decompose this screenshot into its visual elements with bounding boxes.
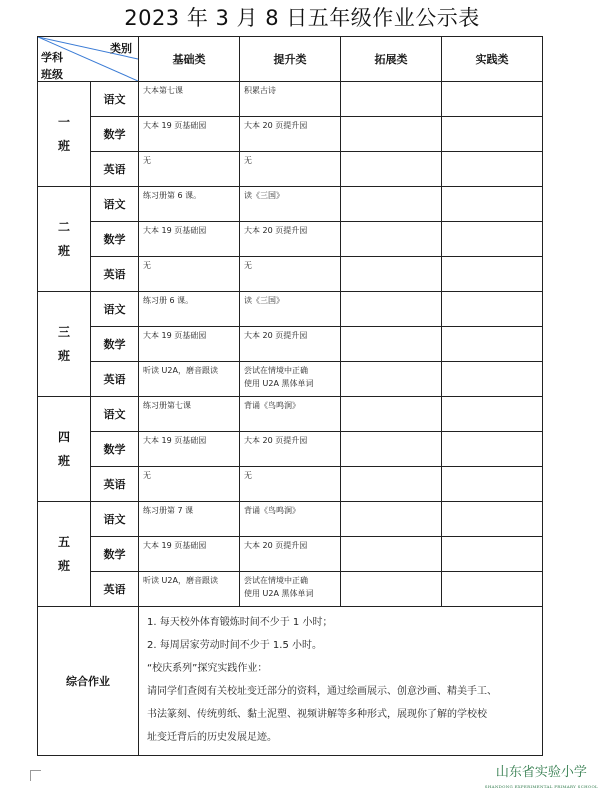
column-header-extension: 拓展类 (341, 37, 442, 82)
homework-advanced-text: 使用 U2A 黑体单词 (244, 379, 314, 388)
homework-basic-cell (139, 502, 240, 537)
page-title: 2023 年 3 月 8 日五年级作业公示表 (124, 6, 480, 30)
comprehensive-row (38, 607, 543, 756)
homework-advanced-text: 尝试在情境中正确 (244, 576, 308, 585)
class-name-cell (38, 502, 91, 607)
class-subject-row (38, 327, 543, 362)
homework-basic-text: 练习册第七课 (143, 401, 191, 410)
subject-english: 英语 (91, 362, 139, 397)
homework-extension-cell (341, 222, 442, 257)
class-name-top: 二 (57, 220, 70, 234)
comprehensive-line: 址变迁背后的历史发展足迹。 (147, 732, 277, 743)
homework-basic-text: 练习册第 7 课 (143, 506, 194, 515)
subject-math: 数学 (91, 117, 139, 152)
homework-basic-cell (139, 572, 240, 607)
homework-advanced-cell (240, 572, 341, 607)
class-subject-row (38, 432, 543, 467)
homework-basic-text: 大本第七课 (143, 86, 183, 95)
homework-practice-cell (442, 327, 543, 362)
class-name-bottom: 班 (57, 559, 70, 573)
class-subject-row (38, 187, 543, 222)
class-name-bottom: 班 (57, 454, 70, 468)
class-name-top: 五 (57, 535, 70, 549)
homework-extension-cell (341, 257, 442, 292)
page-corner-mark (30, 770, 41, 781)
comprehensive-content (139, 607, 543, 756)
class-name-cell (38, 187, 91, 292)
homework-basic-cell (139, 362, 240, 397)
subject-chinese: 语文 (91, 82, 139, 117)
comprehensive-line: 书法篆刻、传统剪纸、黏土泥塑、视频讲解等多种形式，展现你了解的学校校 (147, 709, 487, 720)
homework-advanced-cell (240, 257, 341, 292)
homework-practice-cell (442, 82, 543, 117)
homework-practice-cell (442, 432, 543, 467)
class-subject-row (38, 117, 543, 152)
comprehensive-line: 1. 每天校外体育锻炼时间不少于 1 小时； (147, 617, 333, 628)
comprehensive-line: “校庆系列”探究实践作业： (147, 663, 268, 674)
homework-basic-text: 大本 19 页基础园 (143, 331, 207, 340)
subject-chinese: 语文 (91, 397, 139, 432)
subject-chinese: 语文 (91, 187, 139, 222)
homework-practice-cell (442, 292, 543, 327)
homework-advanced-text: 背诵《鸟鸣涧》 (244, 506, 300, 515)
homework-practice-cell (442, 397, 543, 432)
school-logo-subtext: SHANDONG EXPERIMENTAL PRIMARY SCHOOL (484, 784, 598, 789)
homework-advanced-cell (240, 362, 341, 397)
homework-advanced-text: 无 (244, 471, 252, 480)
homework-extension-cell (341, 362, 442, 397)
class-subject-row (38, 222, 543, 257)
homework-advanced-text: 尝试在情境中正确 (244, 366, 308, 375)
homework-advanced-cell (240, 327, 341, 362)
homework-advanced-text: 大本 20 页提升园 (244, 436, 308, 445)
school-logo-text: 山东省实验小学 (495, 765, 587, 780)
comprehensive-line: 请同学们查阅有关校址变迁部分的资料，通过绘画展示、创意沙画、精美手工、 (147, 686, 497, 697)
subject-math: 数学 (91, 432, 139, 467)
homework-advanced-text: 大本 20 页提升园 (244, 226, 308, 235)
homework-basic-text: 听读 U2A，磨音跟读 (143, 576, 218, 585)
homework-basic-text: 听读 U2A，磨音跟读 (143, 366, 218, 375)
homework-basic-cell (139, 82, 240, 117)
homework-extension-cell (341, 292, 442, 327)
comprehensive-label: 综合作业 (38, 607, 139, 756)
homework-advanced-text: 使用 U2A 黑体单词 (244, 589, 314, 598)
homework-table (37, 36, 543, 756)
homework-extension-cell (341, 467, 442, 502)
homework-basic-cell (139, 292, 240, 327)
homework-advanced-cell (240, 222, 341, 257)
homework-practice-cell (442, 572, 543, 607)
class-subject-row (38, 152, 543, 187)
subject-english: 英语 (91, 467, 139, 502)
homework-practice-cell (442, 152, 543, 187)
homework-extension-cell (341, 432, 442, 467)
header-corner-cell (38, 37, 139, 82)
class-subject-row (38, 502, 543, 537)
subject-english: 英语 (91, 572, 139, 607)
homework-practice-cell (442, 502, 543, 537)
homework-extension-cell (341, 187, 442, 222)
class-name-bottom: 班 (57, 349, 70, 363)
class-name-top: 一 (57, 115, 70, 129)
homework-extension-cell (341, 327, 442, 362)
homework-basic-cell (139, 432, 240, 467)
homework-basic-cell (139, 187, 240, 222)
column-header-practice: 实践类 (442, 37, 543, 82)
homework-basic-text: 无 (143, 261, 151, 270)
homework-practice-cell (442, 117, 543, 152)
homework-advanced-text: 读《三国》 (244, 191, 284, 200)
class-subject-row (38, 467, 543, 502)
homework-extension-cell (341, 502, 442, 537)
corner-label-subject: 学科 (41, 51, 63, 64)
homework-advanced-text: 无 (244, 156, 252, 165)
homework-practice-cell (442, 257, 543, 292)
subject-math: 数学 (91, 222, 139, 257)
class-subject-row (38, 362, 543, 397)
subject-math: 数学 (91, 537, 139, 572)
homework-practice-cell (442, 537, 543, 572)
homework-basic-text: 练习册第 6 课。 (143, 191, 202, 200)
homework-extension-cell (341, 152, 442, 187)
class-name-bottom: 班 (57, 244, 70, 258)
subject-english: 英语 (91, 152, 139, 187)
homework-advanced-text: 读《三国》 (244, 296, 284, 305)
homework-advanced-cell (240, 152, 341, 187)
homework-advanced-cell (240, 467, 341, 502)
homework-practice-cell (442, 222, 543, 257)
comprehensive-line: 2. 每周居家劳动时间不少于 1.5 小时。 (147, 640, 322, 651)
homework-advanced-text: 背诵《鸟鸣涧》 (244, 401, 300, 410)
homework-advanced-cell (240, 397, 341, 432)
homework-advanced-cell (240, 187, 341, 222)
homework-basic-cell (139, 222, 240, 257)
homework-basic-cell (139, 152, 240, 187)
homework-basic-cell (139, 467, 240, 502)
class-name-cell (38, 292, 91, 397)
homework-advanced-cell (240, 502, 341, 537)
homework-basic-text: 无 (143, 156, 151, 165)
homework-basic-text: 无 (143, 471, 151, 480)
homework-extension-cell (341, 397, 442, 432)
homework-extension-cell (341, 82, 442, 117)
homework-basic-cell (139, 397, 240, 432)
homework-practice-cell (442, 362, 543, 397)
column-header-basic: 基础类 (139, 37, 240, 82)
homework-practice-cell (442, 467, 543, 502)
column-header-advanced: 提升类 (240, 37, 341, 82)
homework-advanced-cell (240, 537, 341, 572)
class-name-cell (38, 397, 91, 502)
class-subject-row (38, 257, 543, 292)
homework-basic-text: 大本 19 页基础园 (143, 436, 207, 445)
homework-advanced-cell (240, 292, 341, 327)
homework-advanced-cell (240, 82, 341, 117)
homework-advanced-text: 积累古诗 (244, 86, 276, 95)
homework-extension-cell (341, 537, 442, 572)
homework-basic-text: 练习册 6 课。 (143, 296, 194, 305)
homework-advanced-text: 大本 20 页提升园 (244, 331, 308, 340)
class-name-cell (38, 82, 91, 187)
subject-math: 数学 (91, 327, 139, 362)
homework-basic-text: 大本 19 页基础园 (143, 226, 207, 235)
class-name-top: 三 (57, 325, 70, 339)
class-subject-row (38, 292, 543, 327)
homework-extension-cell (341, 572, 442, 607)
homework-advanced-text: 大本 20 页提升园 (244, 541, 308, 550)
homework-advanced-cell (240, 117, 341, 152)
class-subject-row (38, 82, 543, 117)
homework-basic-cell (139, 257, 240, 292)
class-subject-row (38, 397, 543, 432)
homework-basic-text: 大本 19 页基础园 (143, 541, 207, 550)
homework-advanced-text: 大本 20 页提升园 (244, 121, 308, 130)
class-name-top: 四 (57, 430, 70, 444)
homework-basic-cell (139, 537, 240, 572)
homework-advanced-cell (240, 432, 341, 467)
subject-english: 英语 (91, 257, 139, 292)
subject-chinese: 语文 (91, 502, 139, 537)
corner-label-category: 类别 (110, 42, 132, 55)
homework-basic-cell (139, 327, 240, 362)
homework-advanced-text: 无 (244, 261, 252, 270)
homework-basic-cell (139, 117, 240, 152)
class-subject-row (38, 537, 543, 572)
subject-chinese: 语文 (91, 292, 139, 327)
corner-label-class: 班级 (41, 68, 63, 81)
homework-basic-text: 大本 19 页基础园 (143, 121, 207, 130)
class-name-bottom: 班 (57, 139, 70, 153)
homework-extension-cell (341, 117, 442, 152)
school-logo (485, 766, 598, 794)
class-subject-row (38, 572, 543, 607)
homework-practice-cell (442, 187, 543, 222)
